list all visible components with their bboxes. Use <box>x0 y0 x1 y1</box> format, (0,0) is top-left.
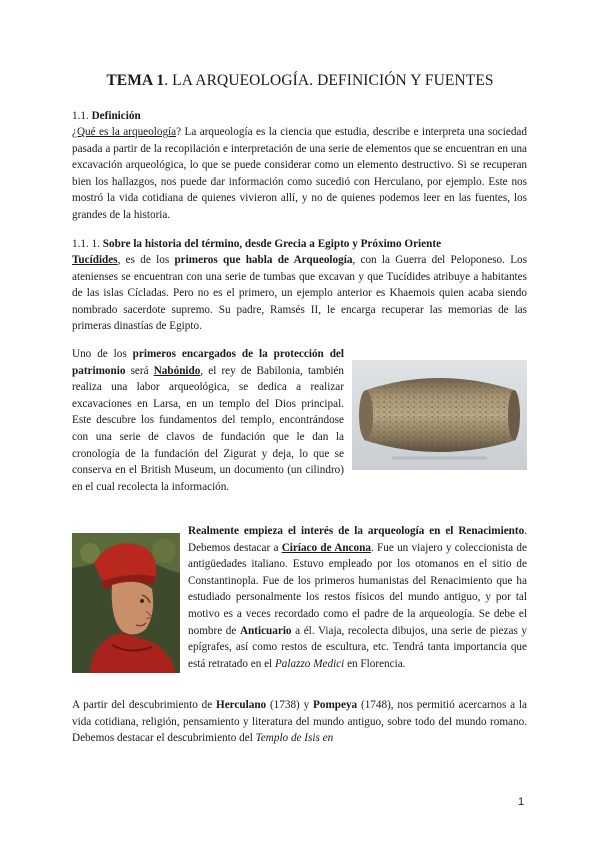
text-run: , con la Guerra del Peloponeso. Los atenienses se encuentran con una serie de tumbas que excavan y que Tucídides atribuye a habitantes de las islas Cícladas. Pero no es el primero, un ejemplo anterior es Khaemois quien acaba siendo nombrado sacerdote supremo. Su padre, Ramsés II, le encarga recuperar las memorias de las primeras dinastías de Egipto. <box>72 254 527 333</box>
cylinder-illustration <box>352 360 527 470</box>
text-bold-run: Realmente empieza el interés de la arqueología en el Renacimiento <box>188 525 525 537</box>
herculano-paragraph <box>72 697 527 747</box>
nabonido-paragraph <box>72 346 344 495</box>
text-italic-run: Templo de Isis en <box>255 732 334 745</box>
section-1-1-1-title: Sobre la historia del término, desde Grecia a Egipto y Próximo Oriente <box>102 238 442 250</box>
portrait-illustration <box>72 533 180 673</box>
text-run: . Debemos destacar a <box>188 525 527 554</box>
tucidides-paragraph <box>72 252 527 335</box>
page-number: 1 <box>518 796 525 808</box>
text-run: , el rey de Babilonia, también realiza una labor arqueológica, se dedica a realizar excavaciones en Larsa, en un templo del Dios principal. Este descubre los fundamentos del templo, encontrándose con una serie de clavos de fundación que le dan la cronología de la fundación del Zigurat y deja, lo que se conserva en el British Museum, un documento (un cilindro) en el cual recolecta la información. <box>72 364 344 493</box>
nabonidus-cylinder-image <box>352 360 527 470</box>
text-bold-run: Pompeya <box>313 699 358 711</box>
definition-question: ¿Qué es la arqueología <box>72 126 177 138</box>
text-run: a él. Viaja, recolecta dibujos, una serie de piezas y epígrafes, así como restos de escultura, etc. Tendrá tanta importancia que está retratado en el <box>188 624 528 670</box>
tucidides-name: Tucídides <box>72 254 118 266</box>
ciriaco-name: Ciríaco de Ancona <box>281 541 371 554</box>
title-rest: . LA ARQUEOLOGÍA. DEFINICIÓN Y FUENTES <box>164 72 494 89</box>
text-bold-run: Herculano <box>216 699 267 711</box>
text-run: será <box>125 364 154 377</box>
text-italic-run: Palazzo Medici <box>274 657 345 670</box>
section-1-1-1-number: 1.1. 1. <box>72 238 103 250</box>
nabonido-name: Nabónido <box>153 364 201 377</box>
text-run: A partir del descubrimiento de <box>72 699 216 711</box>
ciriaco-portrait-image <box>72 533 180 673</box>
section-1-heading <box>72 108 527 125</box>
section-1-1-1-heading <box>72 236 527 253</box>
section-1-title: Definición <box>91 110 141 122</box>
definition-body: ? La arqueología es la ciencia que estudia, describe e interpreta una sociedad pasada a partir de la recopilación e interpretación de una serie de elementos que se encuentran en una excavación arqueológica, lo que se puede considerar como un elemento destructivo. Si se recuperan bien los hallazgos, nos puede dar información como sucedió con Herculano, por ejemplo. Este nos mostró la vida cotidiana de quienes vivieron allí, y no de quienes podemos leer en las fuentes, los grandes de la historia. <box>72 126 527 221</box>
renacimiento-paragraph <box>188 523 527 672</box>
section-1-number: 1.1. <box>72 110 92 122</box>
page-title <box>0 72 600 90</box>
text-run: en Florencia. <box>344 657 406 670</box>
text-run: (1748), nos permitió acercarnos a la vida cotidiana, religión, pensamiento y literatura del mundo antiguo, sobre todo del mundo romano. Debemos destacar el descubrimiento del <box>72 699 528 745</box>
text-run: (1738) y <box>266 699 314 711</box>
text-bold-run: primeros que habla de Arqueología <box>174 254 353 266</box>
definition-paragraph <box>72 124 527 224</box>
text-run: . Fue un viajero y coleccionista de antigüedades italiano. Estuvo empleado por los otomanos en el sitio de Constantinopla. Fue de los primeros humanistas del Renacimiento que ha estudiado personalmente los restos físicos del mundo antiguo, y por tal motivo es a veces recordado como el padre de la arqueología. Se debe el nombre de <box>188 541 527 637</box>
text-bold-run: Anticuario <box>239 624 292 637</box>
text-run: Uno de los <box>72 348 133 360</box>
text-run: , es de los <box>117 254 175 266</box>
title-bold: TEMA 1 <box>106 72 165 89</box>
text-bold-run: primeros encargados de la protección del patrimonio <box>72 348 344 377</box>
